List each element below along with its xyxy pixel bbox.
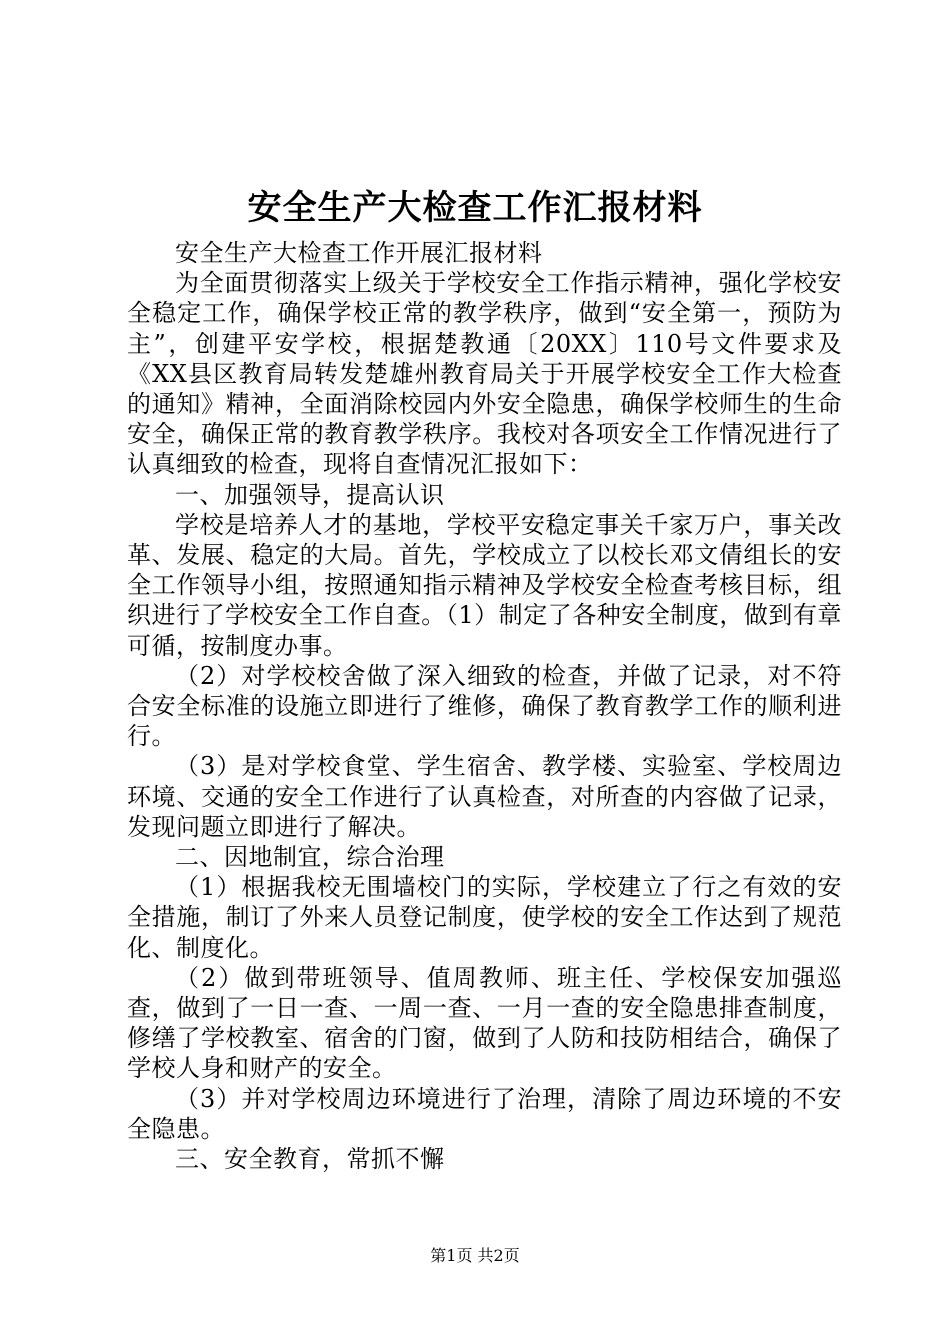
paragraph: （2）做到带班领导、值周教师、班主任、学校保安加强巡查，做到了一日一查、一周一查、一月一查的安全隐患排查制度，修缮了学校教室、宿舍的门窗，做到了人防和技防相结合，确保了学校人身和财产的安全。 (127, 963, 842, 1083)
paragraph: 学校是培养人才的基地，学校平安稳定事关千家万户，事关改革、发展、稳定的大局。首先，学校成立了以校长邓文倩组长的安全工作领导小组，按照通知指示精神及学校安全检查考核目标，组织进行了学校安全工作自查。（1）制定了各种安全制度，做到有章可循，按制度办事。 (127, 510, 842, 660)
document-title: 安全生产大检查工作汇报材料 (247, 188, 703, 228)
paragraph: （3）是对学校食堂、学生宿舍、教学楼、实验室、学校周边环境、交通的安全工作进行了认真检查，对所查的内容做了记录，发现问题立即进行了解决。 (127, 752, 842, 841)
document-body (127, 238, 842, 1174)
section-heading-2: 二、因地制宜，综合治理 (175, 843, 445, 872)
paragraph-subtitle: 安全生产大检查工作开展汇报材料 (175, 239, 543, 267)
page-footer: 第1页 共2页 (430, 1246, 520, 1265)
section-heading-1: 一、加强领导，提高认识 (175, 480, 445, 509)
paragraph: （1）根据我校无围墙校门的实际，学校建立了行之有效的安全措施，制订了外来人员登记制度，使学校的安全工作达到了规范化、制度化。 (127, 873, 842, 962)
section-heading-3: 三、安全教育，常抓不懈 (175, 1145, 445, 1174)
paragraph: （2）对学校校舍做了深入细致的检查，并做了记录，对不符合安全标准的设施立即进行了维修，确保了教育教学工作的顺利进行。 (127, 661, 842, 751)
paragraph: （3）并对学校周边环境进行了治理，清除了周边环境的不安全隐患。 (127, 1084, 842, 1143)
paragraph-intro: 为全面贯彻落实上级关于学校安全工作指示精神，强化学校安全稳定工作，确保学校正常的教学秩序，做到“安全第一，预防为主”，创建平安学校，根据楚教通〔20XX〕110号文件要求及《XX县区教育局转发楚雄州教育局关于开展学校安全工作大检查的通知》精神，全面消除校园内外安全隐患，确保学校师生的生命安全，确保正常的教育教学秩序。我校对各项安全工作情况进行了认真细致的检查，现将自查情况汇报如下： (127, 269, 842, 479)
